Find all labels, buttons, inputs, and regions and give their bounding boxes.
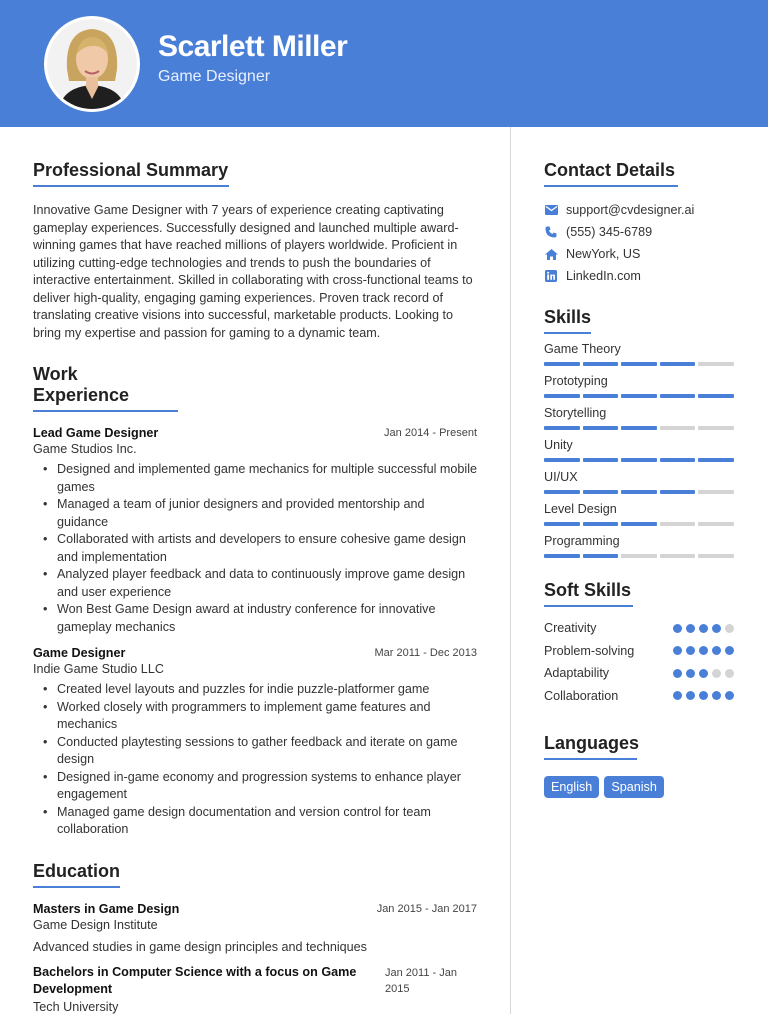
job-bullets [33,681,477,839]
bullet-item: • Conducted playtesting sessions to gather feedback and iterate on game design [33,734,477,769]
skill-bar-segment [544,458,580,462]
rating-dot [699,669,708,678]
skill-name: UI/UX [544,470,578,484]
rating-dot [725,669,734,678]
skill-name: Game Theory [544,342,621,356]
skill-name: Level Design [544,502,617,516]
languages-heading: Languages [544,733,637,760]
rating-dot [686,691,695,700]
rating-dot [712,669,721,678]
soft-skill-name: Problem-solving [544,643,635,658]
rating-dot [725,691,734,700]
skill-bar-segment [621,490,657,494]
soft-skill-name: Collaboration [544,688,619,703]
language-tag: Spanish [604,776,664,798]
soft-skill-item [544,640,734,663]
rating-dot [673,691,682,700]
skill-item [544,502,734,526]
skill-bar-segment [660,362,696,366]
skills-list [544,342,734,558]
skill-name: Unity [544,438,573,452]
soft-skill-rating [673,624,734,633]
school-name: Game Design Institute [33,917,158,932]
job-role: Game Designer [33,646,126,660]
skill-bar-segment [660,490,696,494]
soft-skill-item [544,662,734,685]
skill-item [544,342,734,366]
skill-level-bar [544,362,734,366]
job-entry [33,426,477,636]
skill-bar-segment [544,490,580,494]
skill-bar-segment [583,522,619,526]
bullet-item: • Managed a team of junior designers and provided mentorship and guidance [33,496,477,531]
summary-text: Innovative Game Designer with 7 years of experience creating captivating gameplay experiences. Successfully designed and launched multiple award-winning games that have reached millions of players worldwide. Proficient in utilizing cutting-edge technologies and trends to push the boundaries of interactive entertainment. Skilled in collaborating with cross-functional teams to deliver high-quality, engaging gaming experiences. Proven track record of translating creative visions into successful, marketable products. Looking to bring my expertise and passion for gaming to a dynamic team. [33,203,473,340]
phone-text: (555) 345-6789 [566,225,653,239]
rating-dot [712,646,721,655]
language-tag: English [544,776,599,798]
skill-bar-segment [698,490,734,494]
column-divider [510,127,511,1014]
job-role: Lead Game Designer [33,426,159,440]
skill-level-bar [544,490,734,494]
degree-name: Bachelors in Computer Science with a focus on Game Development [33,964,357,996]
rating-dot [673,624,682,633]
education-entry [33,964,477,1014]
job-company: Game Studios Inc. [33,442,137,456]
rating-dot [725,624,734,633]
bullet-item: • Collaborated with artists and developers to ensure cohesive game design and implementation [33,531,477,566]
skill-bar-segment [698,362,734,366]
skill-bar-segment [698,458,734,462]
skill-bar-segment [660,394,696,398]
soft-skill-item [544,685,734,708]
rating-dot [686,646,695,655]
skill-bar-segment [583,554,619,558]
soft-skill-name: Adaptability [544,666,610,681]
contact-linkedin[interactable] [544,265,734,287]
linkedin-icon [544,269,558,283]
skill-bar-segment [621,522,657,526]
skill-bar-segment [621,426,657,430]
soft-skills-heading: Soft Skills [544,580,633,607]
skill-level-bar [544,394,734,398]
email-text: support@cvdesigner.ai [566,203,695,217]
rating-dot [699,691,708,700]
header-banner [0,0,768,127]
skill-bar-segment [660,426,696,430]
skill-level-bar [544,522,734,526]
skill-bar-segment [660,458,696,462]
skill-bar-segment [544,522,580,526]
profile-photo [47,19,137,109]
skill-bar-segment [698,522,734,526]
skill-bar-segment [583,394,619,398]
candidate-name: Scarlett Miller [158,30,348,63]
skill-item [544,374,734,398]
bullet-item: • Analyzed player feedback and data to continuously improve game design and user experience [33,566,477,601]
skill-name: Prototyping [544,374,608,388]
work-heading: Work Experience [33,364,178,412]
education-entry [33,902,477,954]
skill-bar-segment [583,362,619,366]
skill-level-bar [544,458,734,462]
job-date: Mar 2011 - Dec 2013 [374,647,477,659]
skill-bar-segment [583,490,619,494]
job-company: Indie Game Studio LLC [33,662,164,676]
soft-skill-rating [673,691,734,700]
job-date: Jan 2014 - Present [384,427,477,439]
skill-bar-segment [621,554,657,558]
skill-item [544,406,734,430]
soft-skill-item [544,617,734,640]
rating-dot [725,646,734,655]
skill-bar-segment [698,394,734,398]
rating-dot [699,646,708,655]
bullet-item: • Designed and implemented game mechanics for multiple successful mobile games [33,461,477,496]
skill-level-bar [544,426,734,430]
skills-heading: Skills [544,307,591,334]
sidebar-column [544,160,734,798]
summary-heading: Professional Summary [33,160,229,187]
soft-skill-rating [673,669,734,678]
skill-bar-segment [621,362,657,366]
education-description: Advanced studies in game design principles and techniques [33,939,367,954]
skill-bar-segment [698,554,734,558]
rating-dot [686,669,695,678]
main-column [33,160,477,1014]
bullet-item: • Created level layouts and puzzles for indie puzzle-platformer game [33,681,477,699]
home-icon [544,247,558,261]
contact-email[interactable] [544,199,734,221]
skill-bar-segment [583,458,619,462]
envelope-icon [544,203,558,217]
linkedin-text: LinkedIn.com [566,269,641,283]
contact-location [544,243,734,265]
education-date: Jan 2015 - Jan 2017 [376,902,477,915]
skill-bar-segment [544,426,580,430]
location-text: NewYork, US [566,247,641,261]
education-heading: Education [33,861,120,888]
rating-dot [699,624,708,633]
soft-skill-rating [673,646,734,655]
skill-bar-segment [544,362,580,366]
skill-bar-segment [660,554,696,558]
phone-icon [544,225,558,239]
skill-name: Programming [544,534,620,548]
skill-bar-segment [544,554,580,558]
job-bullets [33,461,477,636]
bullet-item: • Worked closely with programmers to implement game features and mechanics [33,699,477,734]
bullet-item: • Won Best Game Design award at industry conference for innovative gameplay mechanics [33,601,477,636]
bullet-item: • Designed in-game economy and progression systems to enhance player engagement [33,769,477,804]
rating-dot [673,646,682,655]
bullet-item: • Managed game design documentation and version control for team collaboration [33,804,477,839]
skill-item [544,534,734,558]
skill-bar-segment [544,394,580,398]
skill-item [544,438,734,462]
skill-bar-segment [621,458,657,462]
contact-heading: Contact Details [544,160,678,187]
candidate-title: Game Designer [158,68,271,85]
contact-list [544,199,734,287]
soft-skills-list [544,617,734,707]
contact-phone[interactable] [544,221,734,243]
job-entry [33,646,477,839]
school-name: Tech University [33,999,119,1014]
soft-skill-name: Creativity [544,621,597,636]
rating-dot [686,624,695,633]
rating-dot [673,669,682,678]
rating-dot [712,691,721,700]
skill-bar-segment [621,394,657,398]
avatar [44,16,140,112]
degree-name: Masters in Game Design [33,901,180,916]
skill-name: Storytelling [544,406,607,420]
languages-list [544,776,734,798]
rating-dot [712,624,721,633]
skill-level-bar [544,554,734,558]
education-date: Jan 2011 - Jan 2015 [385,966,457,995]
skill-bar-segment [698,426,734,430]
skill-bar-segment [660,522,696,526]
skill-item [544,470,734,494]
skill-bar-segment [583,426,619,430]
